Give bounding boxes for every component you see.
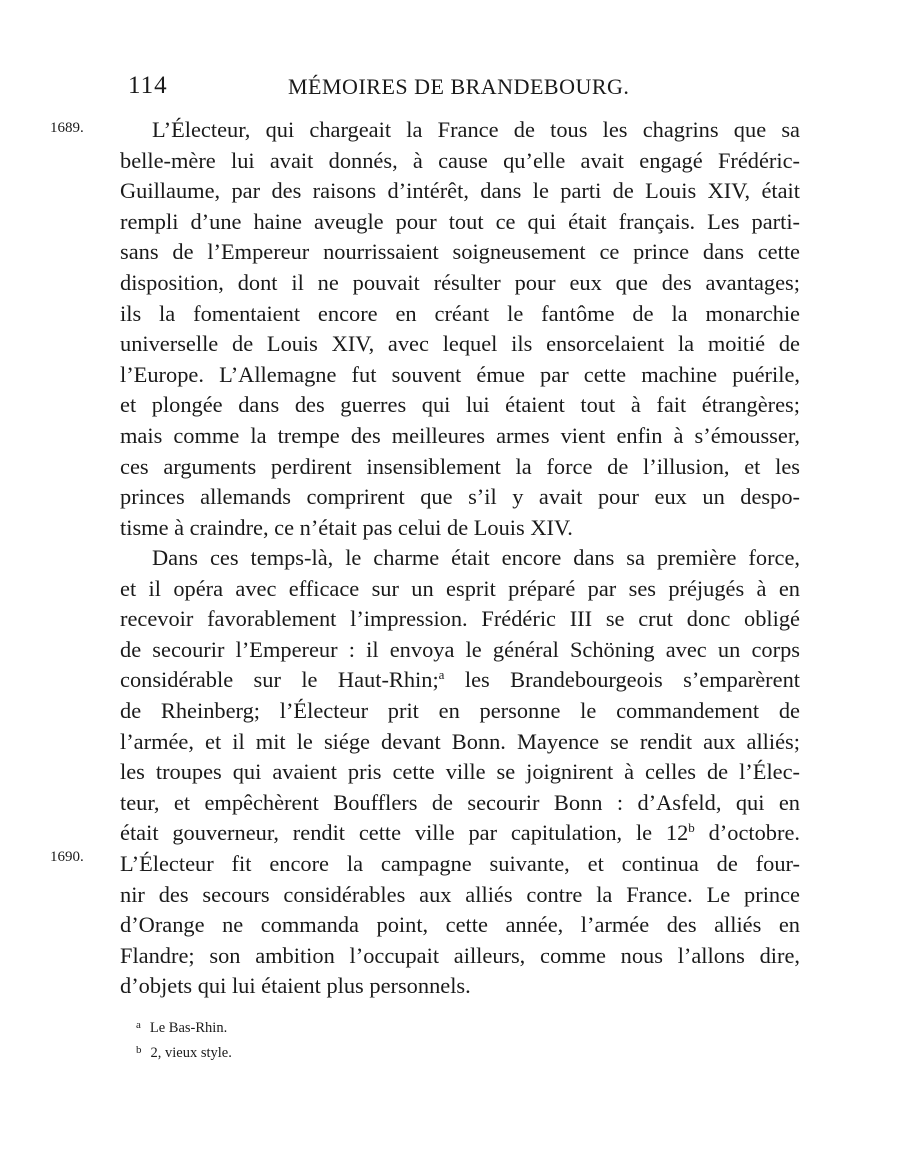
margin-year-1690: 1690. — [50, 849, 84, 865]
footnote-ref-b: b — [688, 820, 695, 836]
text-segment: considérable sur le Haut-Rhin; — [120, 667, 439, 693]
footnote-b — [136, 1039, 232, 1064]
text-line: universelle de Louis XIV, avec lequel ils ensorcelaient la moitié de — [120, 331, 800, 357]
text-line: disposition, dont il ne pouvait résulter pour eux que des avantages; — [120, 269, 800, 295]
text-line: ces arguments perdirent insensiblement la force de l’illusion, et les — [120, 453, 800, 479]
text-line: et plongée dans des guerres qui lui étaient tout à fait étrangères; — [120, 392, 800, 418]
text-line: de secourir l’Empereur : il envoya le général Schöning avec un corps — [120, 636, 800, 662]
text-line: sans de l’Empereur nourrissaient soigneusement ce prince dans cette — [120, 239, 800, 265]
text-line: Dans ces temps-là, le charme était encore dans sa première force, — [152, 545, 800, 570]
text-line: de Rheinberg; l’Électeur prit en personne le commandement de — [120, 697, 800, 723]
text-segment: les Brandebourgeois s’emparèrent — [444, 667, 800, 693]
text-line: L’Électeur, qui chargeait la France de tous les chagrins que sa — [152, 117, 800, 142]
text-segment: était gouverneur, rendit cette ville par capitulation, le 12 — [120, 820, 689, 846]
text-line: belle-mère lui avait donnés, à cause qu’elle avait engagé Frédéric- — [120, 147, 800, 173]
text-line: princes allemands comprirent que s’il y avait pour eux un despo- — [120, 484, 800, 510]
text-line-with-footnote-b — [120, 818, 800, 849]
paragraph-1 — [120, 115, 800, 543]
text-line: l’Europe. L’Allemagne fut souvent émue par cette machine puérile, — [120, 361, 800, 387]
text-line: teur, et empêchèrent Boufflers de secourir Bonn : d’Asfeld, qui en — [120, 789, 800, 815]
paragraph-2 — [120, 543, 800, 1002]
footnote-a — [136, 1014, 232, 1039]
text-line: rempli d’une haine aveugle pour tout ce qui était français. Les parti- — [120, 208, 800, 234]
footnotes — [136, 1014, 232, 1064]
text-line: d’objets qui lui étaient plus personnels. — [120, 973, 471, 999]
text-line: et il opéra avec efficace sur un esprit préparé par ses préjugés à en — [120, 575, 800, 601]
text-segment: d’octobre. — [694, 820, 800, 846]
text-line: Flandre; son ambition l’occupait ailleurs, comme nous l’allons dire, — [120, 942, 800, 968]
footnote-ref-a: a — [438, 667, 445, 683]
text-line: L’Électeur fit encore la campagne suivante, et continua de four- — [120, 850, 800, 876]
text-line: l’armée, et il mit le siége devant Bonn. Mayence se rendit aux alliés; — [120, 728, 800, 754]
text-line: les troupes qui avaient pris cette ville se joignirent à celles de l’Élec- — [120, 759, 800, 785]
text-line: tisme à craindre, ce n’était pas celui de Louis XIV. — [120, 514, 573, 540]
footnote-mark: a — [136, 1019, 141, 1031]
running-header — [120, 72, 800, 106]
text-line: nir des secours considérables aux alliés contre la France. Le prince — [120, 881, 800, 907]
margin-year-1689: 1689. — [50, 120, 84, 136]
text-line-with-footnote-a — [120, 665, 800, 696]
page-number: 114 — [128, 72, 168, 99]
text-line: d’Orange ne commanda point, cette année, l’armée des alliés en — [120, 912, 800, 938]
text-line: mais comme la trempe des meilleures armes vient enfin à s’émousser, — [120, 422, 800, 448]
text-line: ils la fomentaient encore en créant le fantôme de la monarchie — [120, 300, 800, 326]
footnote-text: 2, vieux style. — [150, 1045, 232, 1061]
footnote-text: Le Bas-Rhin. — [149, 1020, 228, 1036]
running-title: MÉMOIRES DE BRANDEBOURG. — [288, 74, 630, 99]
footnote-mark: b — [136, 1044, 142, 1056]
text-line: recevoir favorablement l’impression. Frédéric III se crut donc obligé — [120, 606, 800, 632]
text-line: Guillaume, par des raisons d’intérêt, dans le parti de Louis XIV, était — [120, 178, 800, 204]
